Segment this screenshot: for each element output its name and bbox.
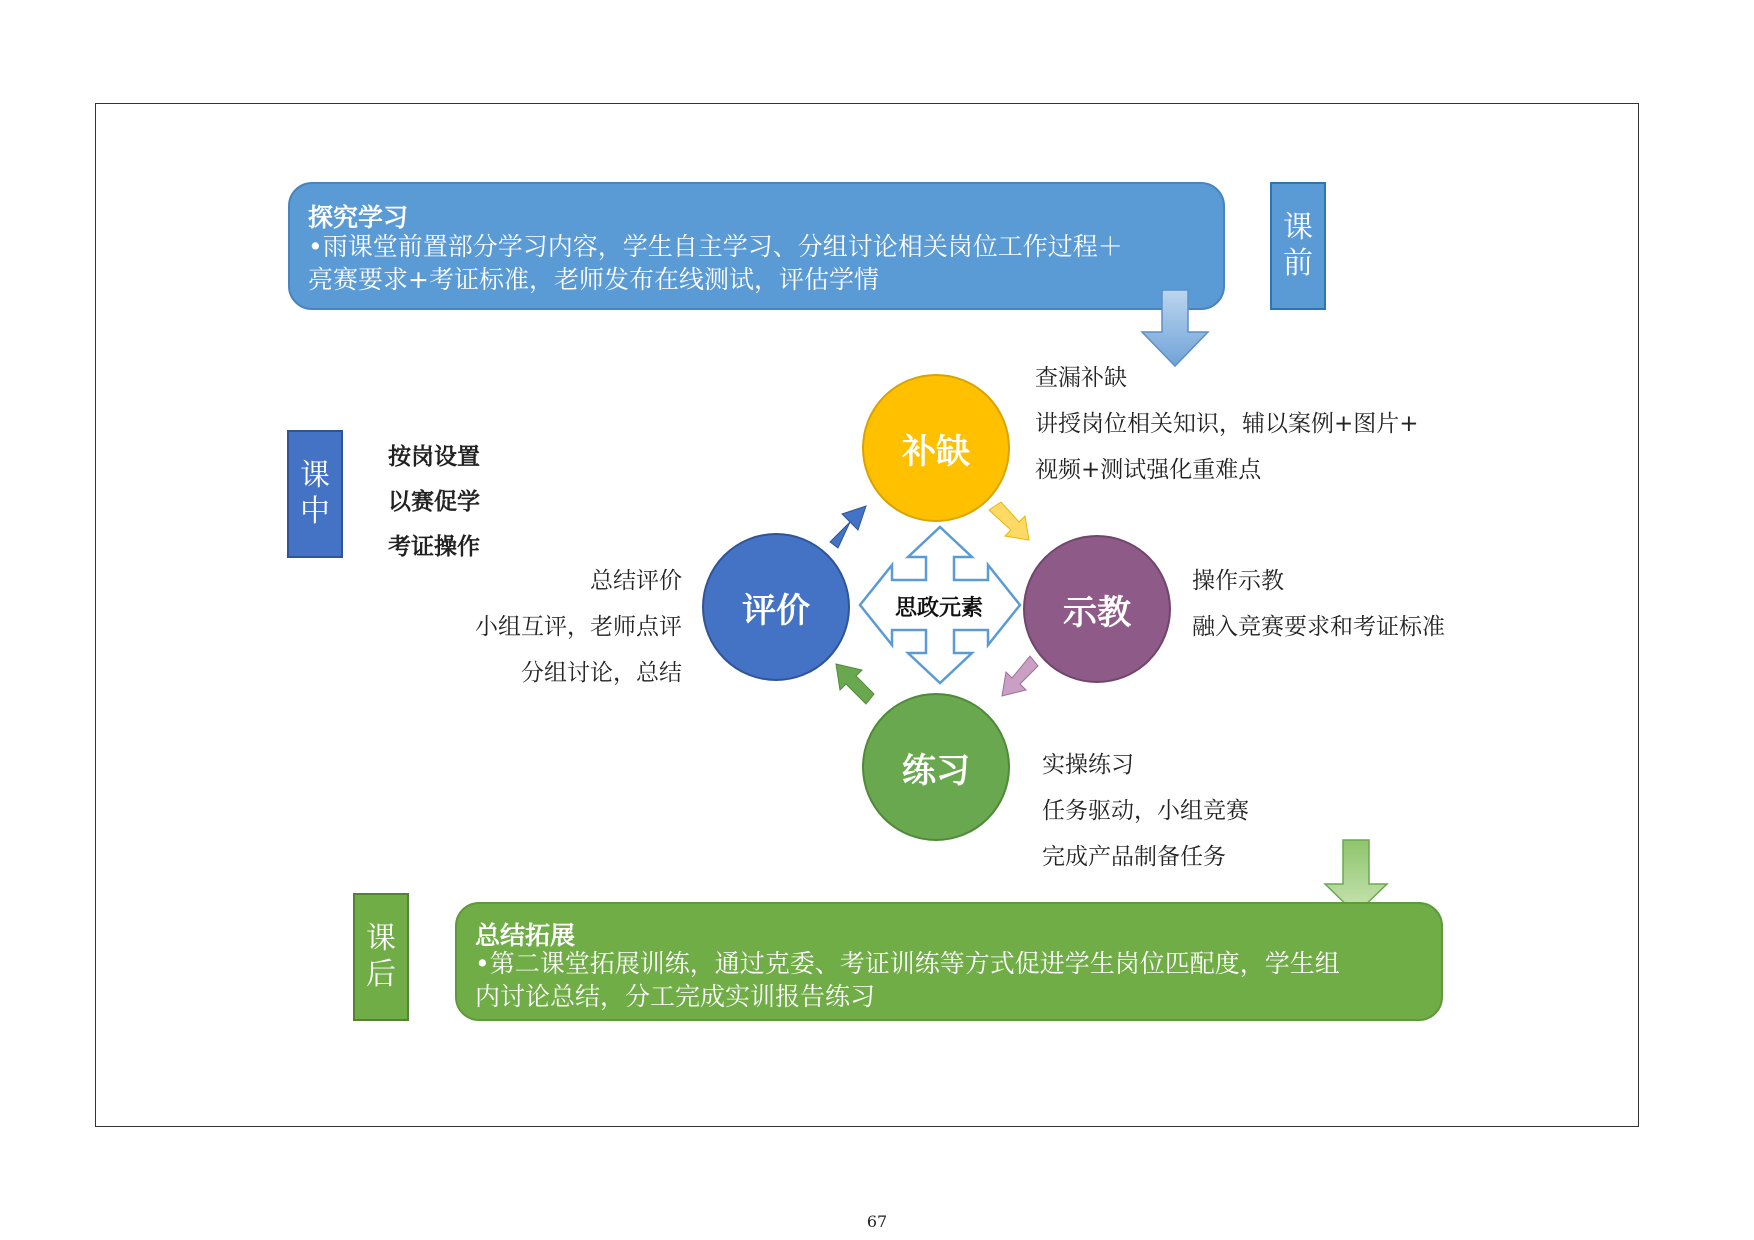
pre-class-box <box>288 182 1225 310</box>
post-class-text-line1: •第二课堂拓展训练，通过克委、考证训练等方式促进学生岗位匹配度，学生组 <box>475 949 1340 978</box>
cycle-arrow-icon <box>990 652 1040 702</box>
phase-mid-char1: 课 <box>300 458 330 493</box>
pre-class-text-line1: •雨课堂前置部分学习内容，学生自主学习、分组讨论相关岗位工作过程＋ <box>308 232 1123 261</box>
post-class-text <box>475 947 1340 1013</box>
desc-lianxi <box>1042 742 1249 880</box>
pre-class-text <box>308 230 1123 296</box>
phase-post-char2: 后 <box>366 957 396 992</box>
mid-label-2: 以赛促学 <box>388 489 480 515</box>
node-shijiao: 示教 <box>1023 535 1171 683</box>
desc-line: 小组互评，老师点评 <box>475 614 682 640</box>
desc-line: 总结评价 <box>590 568 682 594</box>
desc-line: 视频+测试强化重难点 <box>1035 457 1262 483</box>
desc-line: 操作示教 <box>1192 568 1284 594</box>
desc-buque <box>1035 355 1419 493</box>
phase-label-post <box>353 893 409 1021</box>
desc-line: 讲授岗位相关知识，辅以案例+图片+ <box>1035 411 1419 437</box>
phase-mid-char2: 中 <box>300 494 330 529</box>
desc-line: 融入竞赛要求和考证标准 <box>1192 614 1445 640</box>
desc-line: 实操练习 <box>1042 752 1134 778</box>
desc-line: 完成产品制备任务 <box>1042 844 1226 870</box>
phase-post-char1: 课 <box>366 921 396 956</box>
post-class-title: 总结拓展 <box>475 921 576 950</box>
pre-class-title: 探究学习 <box>308 203 409 232</box>
cycle-arrow-icon <box>820 500 870 550</box>
mid-label-1: 按岗设置 <box>388 444 480 470</box>
phase-pre-char1: 课 <box>1283 210 1313 245</box>
phase-label-mid <box>287 430 343 558</box>
pre-class-text-line2: 亮赛要求+考证标准，老师发布在线测试，评估学情 <box>308 265 879 294</box>
post-class-box <box>455 902 1443 1021</box>
cycle-arrow-icon <box>828 658 878 708</box>
post-class-text-line2: 内讨论总结，分工完成实训报告练习 <box>475 982 876 1011</box>
desc-shijiao <box>1192 558 1445 650</box>
node-buque: 补缺 <box>862 374 1010 522</box>
desc-line: 分组讨论，总结 <box>521 660 682 686</box>
cycle-arrow-icon <box>985 500 1035 550</box>
mid-label-3: 考证操作 <box>388 534 480 560</box>
page-number: 67 <box>866 1212 888 1231</box>
node-lianxi: 练习 <box>862 693 1010 841</box>
phase-label-pre <box>1270 182 1326 310</box>
phase-pre-char2: 前 <box>1283 246 1313 281</box>
desc-line: 查漏补缺 <box>1035 365 1127 391</box>
node-pingjia: 评价 <box>702 533 850 681</box>
center-label: 思政元素 <box>894 596 983 621</box>
desc-pingjia <box>420 558 682 696</box>
desc-line: 任务驱动，小组竞赛 <box>1042 798 1249 824</box>
